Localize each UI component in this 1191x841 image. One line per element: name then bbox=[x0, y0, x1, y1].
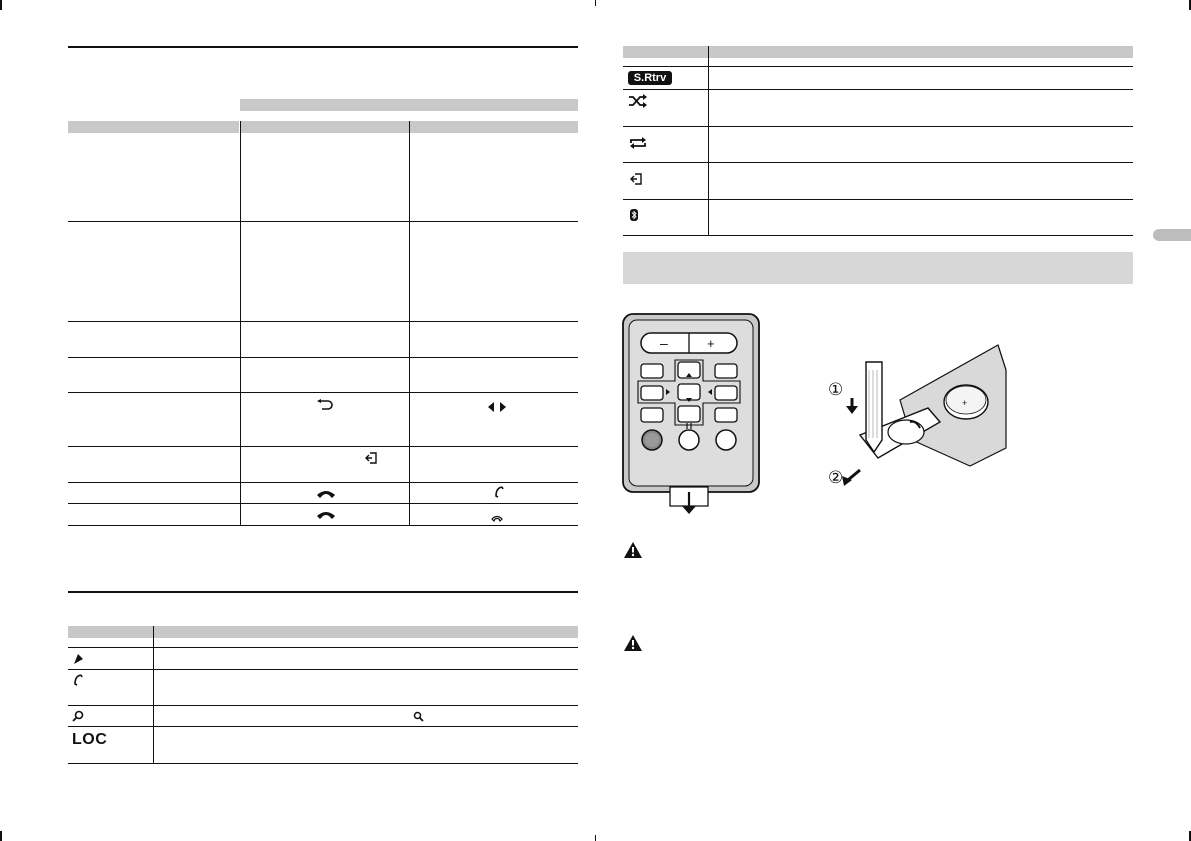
table-column-header bbox=[68, 121, 578, 133]
table-row-divider bbox=[623, 162, 1133, 163]
table-row-divider bbox=[68, 321, 578, 322]
svg-text:+: + bbox=[962, 398, 968, 408]
remote-control-illustration bbox=[618, 310, 764, 516]
phone-handset-icon bbox=[316, 486, 336, 504]
table-row-divider bbox=[68, 446, 578, 447]
step-marker-1: ① bbox=[828, 380, 844, 400]
page-fold-mark bbox=[595, 835, 596, 841]
language-side-tab bbox=[1153, 229, 1191, 241]
table-row-divider bbox=[623, 89, 1133, 90]
table-row-divider bbox=[68, 726, 578, 727]
phone-call-icon bbox=[73, 673, 83, 691]
table-row-divider bbox=[623, 235, 1133, 236]
table-row-divider bbox=[68, 647, 578, 648]
sound-retriever-badge-icon: S.Rtrv bbox=[628, 71, 672, 85]
page-edge-mark bbox=[0, 831, 2, 841]
section-rule bbox=[68, 46, 578, 48]
phone-source-icon bbox=[365, 451, 377, 469]
column-divider bbox=[708, 46, 709, 236]
magnifier-icon bbox=[413, 709, 424, 727]
table-row-divider bbox=[68, 392, 578, 393]
arrow-right-icon bbox=[72, 652, 84, 670]
table-row-divider bbox=[623, 126, 1133, 127]
table-row-divider bbox=[623, 66, 1133, 67]
section-header-bar bbox=[623, 252, 1133, 284]
table-row-divider bbox=[623, 199, 1133, 200]
phone-handset-icon bbox=[316, 507, 336, 525]
svg-text:+: + bbox=[707, 336, 715, 351]
table-row-divider bbox=[68, 482, 578, 483]
bluetooth-icon bbox=[630, 208, 638, 226]
table-row-divider bbox=[68, 669, 578, 670]
page-fold-mark bbox=[595, 0, 596, 6]
phone-call-icon bbox=[494, 485, 504, 503]
table-row-divider bbox=[68, 763, 578, 764]
battery-replacement-illustration bbox=[820, 340, 1010, 490]
table-column-header bbox=[623, 46, 1133, 58]
column-divider bbox=[240, 121, 241, 526]
shuffle-icon bbox=[628, 94, 648, 113]
table-row-divider bbox=[68, 357, 578, 358]
table-group-header bbox=[240, 99, 578, 111]
return-arrow-icon bbox=[316, 398, 334, 416]
step-marker-2: ② bbox=[828, 468, 844, 488]
left-right-triangles-icon bbox=[488, 399, 506, 417]
table-row-divider bbox=[68, 221, 578, 222]
warning-triangle-icon bbox=[624, 542, 642, 563]
loc-text-icon: LOC bbox=[72, 731, 108, 748]
table-row-divider bbox=[68, 705, 578, 706]
warning-triangle-icon bbox=[624, 635, 642, 656]
search-icon bbox=[72, 709, 84, 727]
svg-text:–: – bbox=[660, 335, 668, 351]
page-edge-mark bbox=[0, 0, 2, 10]
phone-source-icon bbox=[630, 172, 642, 190]
phone-hangup-icon bbox=[491, 509, 503, 527]
table-column-header bbox=[68, 626, 578, 638]
repeat-icon bbox=[629, 136, 647, 155]
column-divider bbox=[409, 121, 410, 526]
section-rule bbox=[68, 591, 578, 593]
